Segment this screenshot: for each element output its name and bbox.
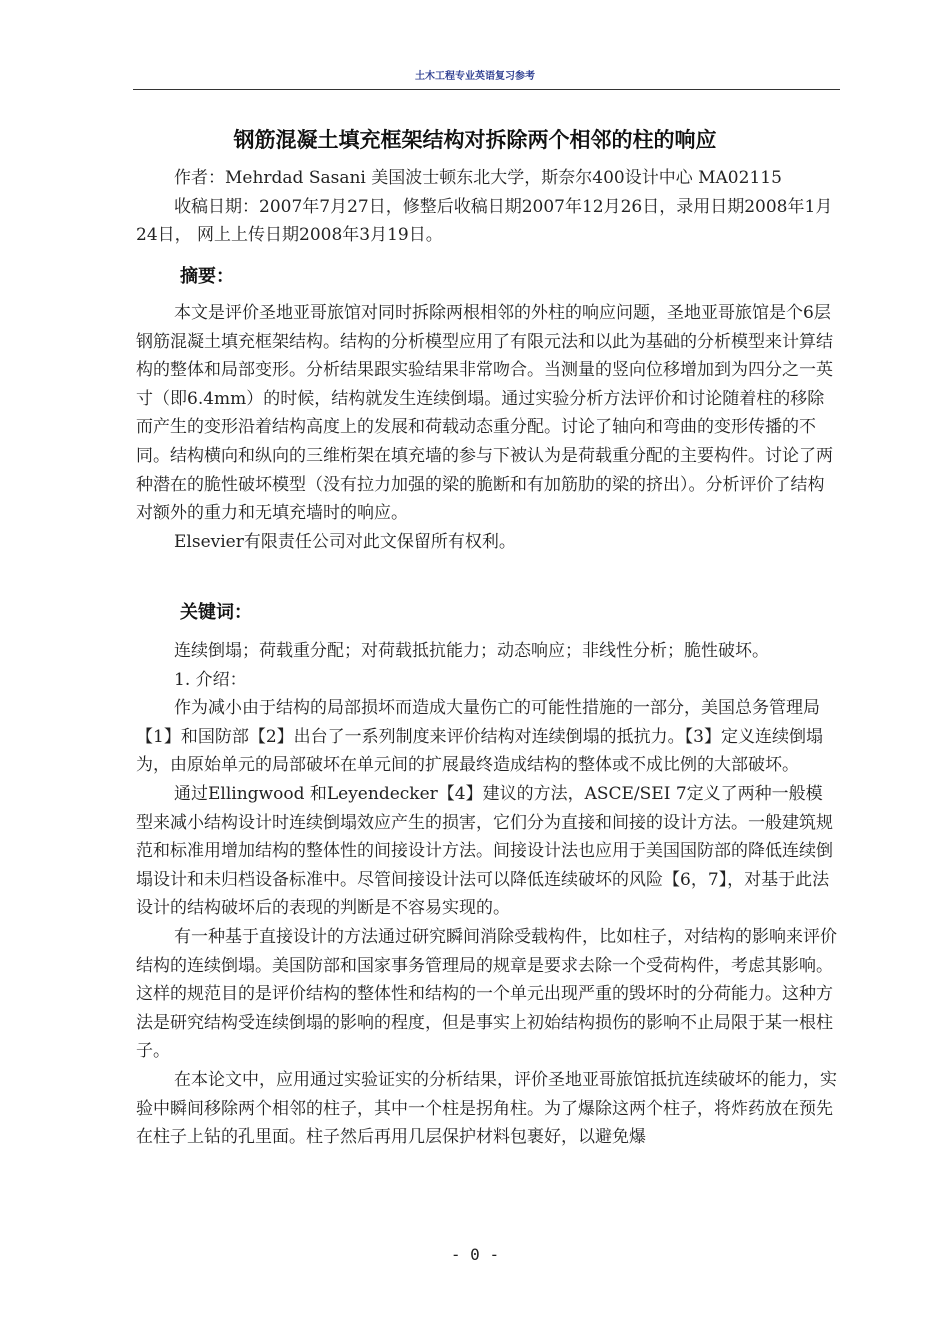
author-line: 作者：Mehrdad Sasani 美国波士顿东北大学，斯奈尔400设计中心 MA02115 (174, 168, 782, 188)
header-divider (133, 89, 840, 90)
author-info (136, 164, 838, 250)
dates-line: 收稿日期：2007年7月27日，修整后收稿日期2007年12月26日，录用日期2008年1月24日， 网上上传日期2008年3月19日。 (136, 196, 833, 246)
keywords-heading: 关键词： (180, 602, 252, 623)
keywords-line: 连续倒塌；荷载重分配；对荷载抵抗能力；动态响应；非线性分析；脆性破坏。 (174, 641, 769, 661)
abstract-body (136, 299, 838, 556)
copyright-line: Elsevier有限责任公司对此文保留所有权利。 (174, 531, 516, 552)
body-paragraph: 通过Ellingwood 和Leyendecker【4】建议的方法，ASCE/SEI 7定义了两种一般模型来减小结构设计时连续倒塌效应产生的损害，它们分为直接和间接的设计方法。一般建筑规范和标准用增加结构的整体性的间接设计方法。间接设计法也应用于美国国防部的降低连续倒塌设计和未归档设备标准中。尽管间接设计法可以降低连续破坏的风险【6，7】，对基于此法设计的结构破坏后的表现的判断是不容易实现的。 (136, 783, 833, 919)
body-paragraph: 有一种基于直接设计的方法通过研究瞬间消除受载构件，比如柱子，对结构的影响来评价结构的连续倒塌。美国防部和国家事务管理局的规章是要求去除一个受荷构件，考虑其影响。这样的规范目的是评价结构的整体性和结构的一个单元出现严重的毁坏时的分荷能力。这种方法是研究结构受连续倒塌的影响的程度，但是事实上初始结构损伤的影响不止局限于某一根柱子。 (136, 926, 837, 1062)
body-paragraph: 作为减小由于结构的局部损坏而造成大量伤亡的可能性措施的一部分，美国总务管理局【1】和国防部【2】出台了一系列制度来评价结构对连续倒塌的抵抗力。【3】定义连续倒塌为，由原始单元的局部破坏在单元间的扩展最终造成结构的整体或不成比例的大部破坏。 (136, 698, 823, 776)
paper-title: 钢筋混凝土填充框架结构对拆除两个相邻的柱的响应 (233, 128, 717, 152)
body-paragraph: 在本论文中，应用通过实验证实的分析结果，评价圣地亚哥旅馆抵抗连续破坏的能力，实验中瞬间移除两个相邻的柱子，其中一个柱是拐角柱。为了爆除这两个柱子，将炸药放在预先在柱子上钻的孔里面。柱子然后再用几层保护材料包裹好，以避免爆 (136, 1069, 837, 1148)
intro-heading: 1. 介绍： (174, 669, 247, 690)
abstract-heading: 摘要： (180, 266, 234, 287)
abstract-paragraph: 本文是评价圣地亚哥旅馆对同时拆除两根相邻的外柱的响应问题，圣地亚哥旅馆是个6层钢筋混凝土填充框架结构。结构的分析模型应用了有限元法和以此为基础的分析模型来计算结构的整体和局部变形。分析结果跟实验结果非常吻合。当测量的竖向位移增加到为四分之一英寸（即6.4mm）的时候，结构就发生连续倒塌。通过实验分析方法评价和讨论随着柱的移除而产生的变形沿着结构高度上的发展和荷载动态重分配。讨论了轴向和弯曲的变形传播的不同。结构横向和纵向的三维桁架在填充墙的参与下被认为是荷载重分配的主要构件。讨论了两种潜在的脆性破坏模型（没有拉力加强的梁的脆断和有加筋肋的梁的挤出）。分析评价了结构对额外的重力和无填充墙时的响应。 (136, 303, 833, 524)
main-body (136, 637, 838, 1152)
running-header: 土木工程专业英语复习参考 (415, 71, 535, 82)
page-number: - 0 - (450, 1245, 500, 1264)
